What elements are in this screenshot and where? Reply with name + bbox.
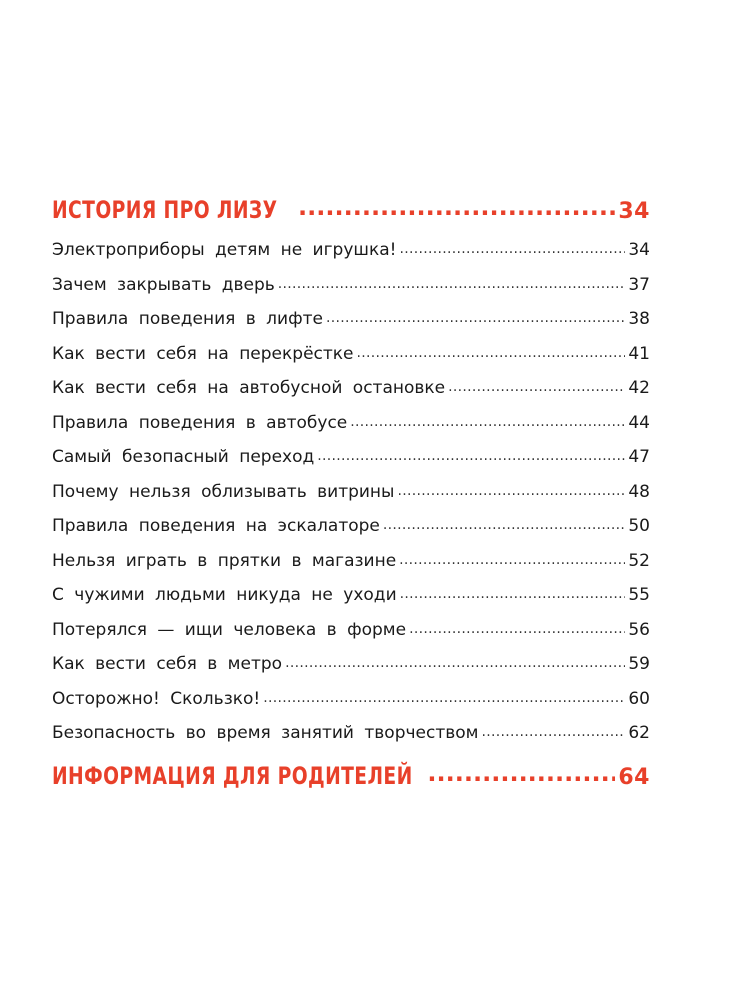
entry-title: Как вести себя на перекрёстке [52, 343, 354, 364]
entry-title: С чужими людьми никуда не уходи [52, 585, 397, 605]
entry-page-number: 59 [628, 654, 650, 674]
section-title: ИСТОРИЯ ПРО ЛИЗУ [52, 196, 278, 224]
dot-leader [400, 586, 626, 602]
dot-leader [409, 621, 625, 637]
entry-title: Как вести себя в метро [52, 654, 283, 674]
dot-leader [263, 690, 625, 706]
entry-page-number: 62 [628, 723, 650, 743]
toc-entry [52, 275, 650, 310]
entry-page-number: 56 [628, 619, 650, 640]
toc-entry [52, 551, 650, 586]
toc-entry [52, 620, 650, 655]
entry-page-number: 41 [628, 343, 650, 364]
entry-page-number: 50 [628, 516, 650, 536]
entry-title: Самый безопасный переход [52, 447, 315, 467]
dot-leader [399, 241, 625, 257]
dot-leader [298, 193, 615, 221]
entry-title: Как вести себя на автобусной остановке [52, 378, 446, 398]
entry-page-number: 47 [628, 447, 650, 467]
toc-entry [52, 654, 650, 689]
toc-entry [52, 309, 650, 344]
dot-leader [397, 483, 625, 499]
toc-section-heading [52, 762, 650, 800]
entry-page-number: 42 [628, 378, 650, 398]
toc-entry [52, 723, 650, 758]
entry-page-number: 60 [628, 688, 650, 709]
dot-leader [482, 724, 626, 740]
toc-entry [52, 689, 650, 724]
toc-entry [52, 344, 650, 379]
dot-leader [357, 345, 626, 361]
entry-page-number: 55 [628, 585, 650, 605]
section-page-number: 34 [618, 199, 650, 224]
dot-leader [427, 759, 615, 787]
entry-page-number: 34 [628, 240, 650, 260]
entry-page-number: 38 [628, 309, 650, 329]
table-of-contents [52, 196, 650, 800]
dot-leader [399, 552, 625, 568]
toc-entry [52, 482, 650, 517]
entry-title: Правила поведения на эскалаторе [52, 516, 380, 536]
dot-leader [278, 276, 626, 292]
entry-page-number: 48 [628, 481, 650, 502]
section-page-number: 64 [618, 764, 650, 790]
entry-page-number: 44 [628, 412, 650, 433]
toc-entry [52, 240, 650, 275]
dot-leader [326, 310, 625, 326]
section-title: ИНФОРМАЦИЯ ДЛЯ РОДИТЕЛЕЙ [52, 761, 413, 790]
entry-title: Правила поведения в лифте [52, 309, 323, 329]
entry-page-number: 37 [628, 274, 650, 295]
toc-section-heading [52, 196, 650, 234]
entry-title: Безопасность во время занятий творчеством [52, 723, 479, 743]
dot-leader [350, 414, 625, 430]
toc-entry [52, 447, 650, 482]
entry-title: Почему нельзя облизывать витрины [52, 481, 395, 502]
entry-title: Зачем закрывать дверь [52, 274, 275, 295]
entry-title: Потерялся — ищи человека в форме [52, 619, 407, 640]
entry-title: Осторожно! Скользко! [52, 688, 261, 709]
entry-title: Правила поведения в автобусе [52, 412, 348, 433]
dot-leader [317, 448, 625, 464]
toc-entry [52, 516, 650, 551]
dot-leader [383, 517, 625, 533]
toc-entry [52, 378, 650, 413]
entry-page-number: 52 [628, 550, 650, 571]
entry-title: Электроприборы детям не игрушка! [52, 240, 397, 260]
dot-leader [448, 379, 625, 395]
dot-leader [285, 655, 625, 671]
toc-entry [52, 413, 650, 448]
entry-title: Нельзя играть в прятки в магазине [52, 550, 397, 571]
toc-entry [52, 585, 650, 620]
